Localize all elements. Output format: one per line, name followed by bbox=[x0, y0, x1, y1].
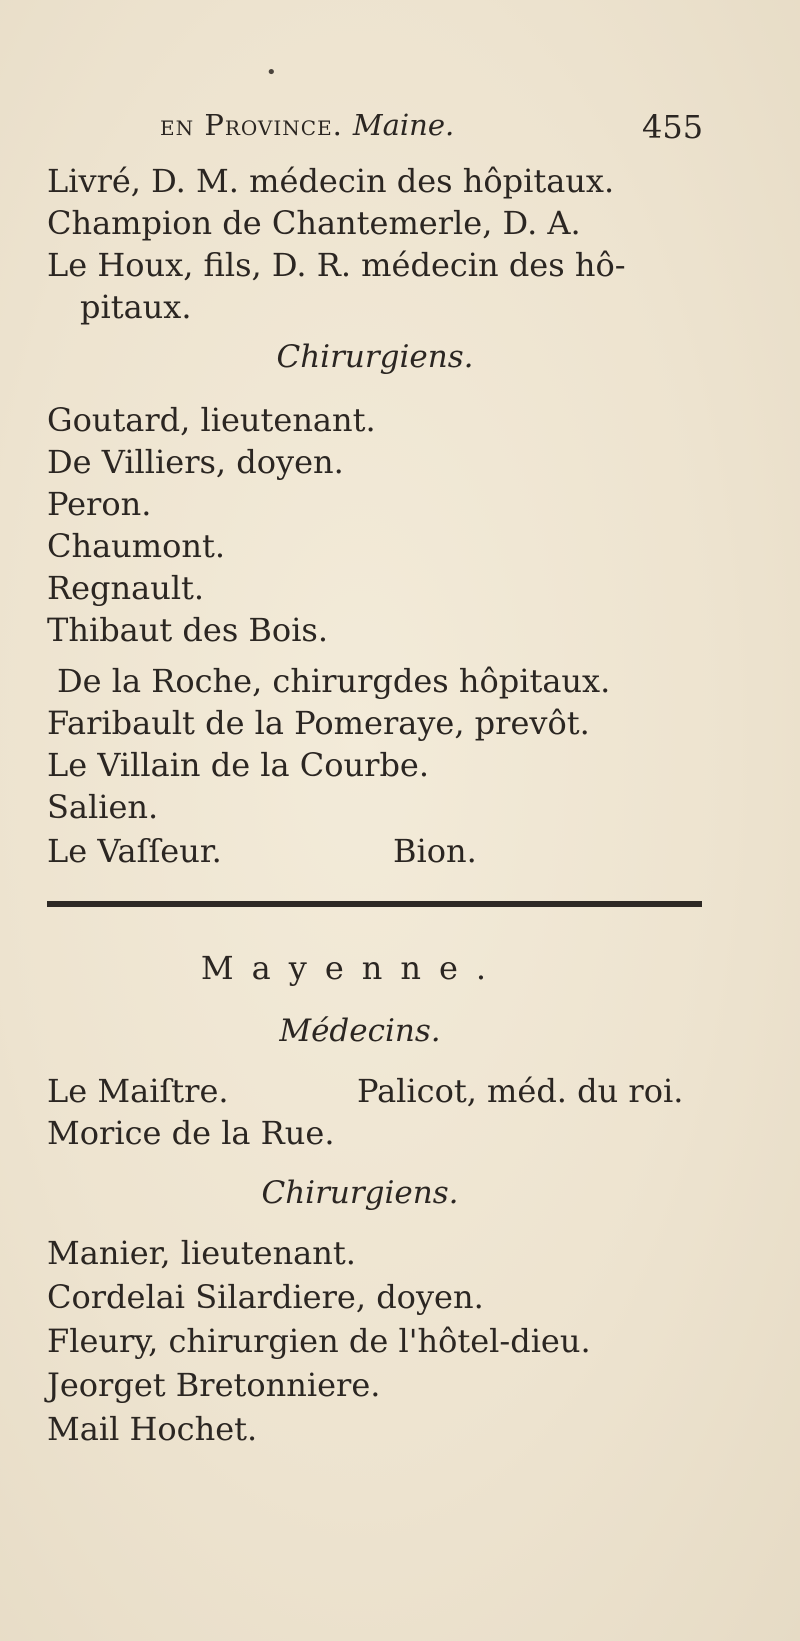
page-number: 455 bbox=[642, 108, 704, 146]
list-item: Le Houx, fils, D. R. médecin des hô- bbox=[47, 246, 626, 284]
list-item: Le Maiſtre. bbox=[47, 1072, 229, 1110]
list-item-row bbox=[47, 1070, 684, 1112]
section-heading: Chirurgiens. bbox=[261, 1175, 459, 1211]
list-item: Thibaut des Bois. bbox=[47, 611, 329, 649]
list-item: Fleury, chirurgien de l'hôtel-dieu. bbox=[47, 1322, 591, 1360]
running-head-subtitle: Maine. bbox=[352, 108, 455, 142]
list-item: Morice de la Rue. bbox=[47, 1114, 335, 1152]
section-heading: Médecins. bbox=[279, 1013, 441, 1049]
list-item: Mail Hochet. bbox=[47, 1410, 258, 1448]
list-item: Palicot, méd. du roi. bbox=[357, 1072, 684, 1110]
list-item: Le Vaſſeur. bbox=[47, 832, 222, 870]
list-item-row bbox=[47, 830, 477, 872]
section-title: Mayenne. bbox=[200, 949, 505, 987]
list-item: De la Roche, chirurgdes hôpitaux. bbox=[57, 662, 611, 700]
list-item: Salien. bbox=[47, 788, 159, 826]
section-heading: Chirurgiens. bbox=[276, 339, 474, 375]
list-item: Goutard, lieutenant. bbox=[47, 401, 376, 439]
list-item: Le Villain de la Courbe. bbox=[47, 746, 430, 784]
list-item: Jeorget Bretonniere. bbox=[47, 1366, 381, 1404]
list-item: pitaux. bbox=[80, 288, 192, 326]
list-item: Livré, D. M. médecin des hôpitaux. bbox=[47, 162, 615, 200]
list-item: Champion de Chantemerle, D. A. bbox=[47, 204, 581, 242]
printer-mark: • bbox=[266, 62, 277, 83]
list-item: De Villiers, doyen. bbox=[47, 443, 344, 481]
list-item: Cordelai Silardiere, doyen. bbox=[47, 1278, 484, 1316]
running-head bbox=[160, 108, 720, 152]
list-item: Peron. bbox=[47, 485, 152, 523]
running-head-title: en Province. bbox=[160, 108, 343, 142]
section-divider bbox=[47, 901, 702, 907]
list-item: Chaumont. bbox=[47, 527, 226, 565]
list-item: Manier, lieutenant. bbox=[47, 1234, 356, 1272]
list-item: Bion. bbox=[393, 832, 477, 870]
list-item: Faribault de la Pomeraye, prevôt. bbox=[47, 704, 590, 742]
list-item: Regnault. bbox=[47, 569, 205, 607]
